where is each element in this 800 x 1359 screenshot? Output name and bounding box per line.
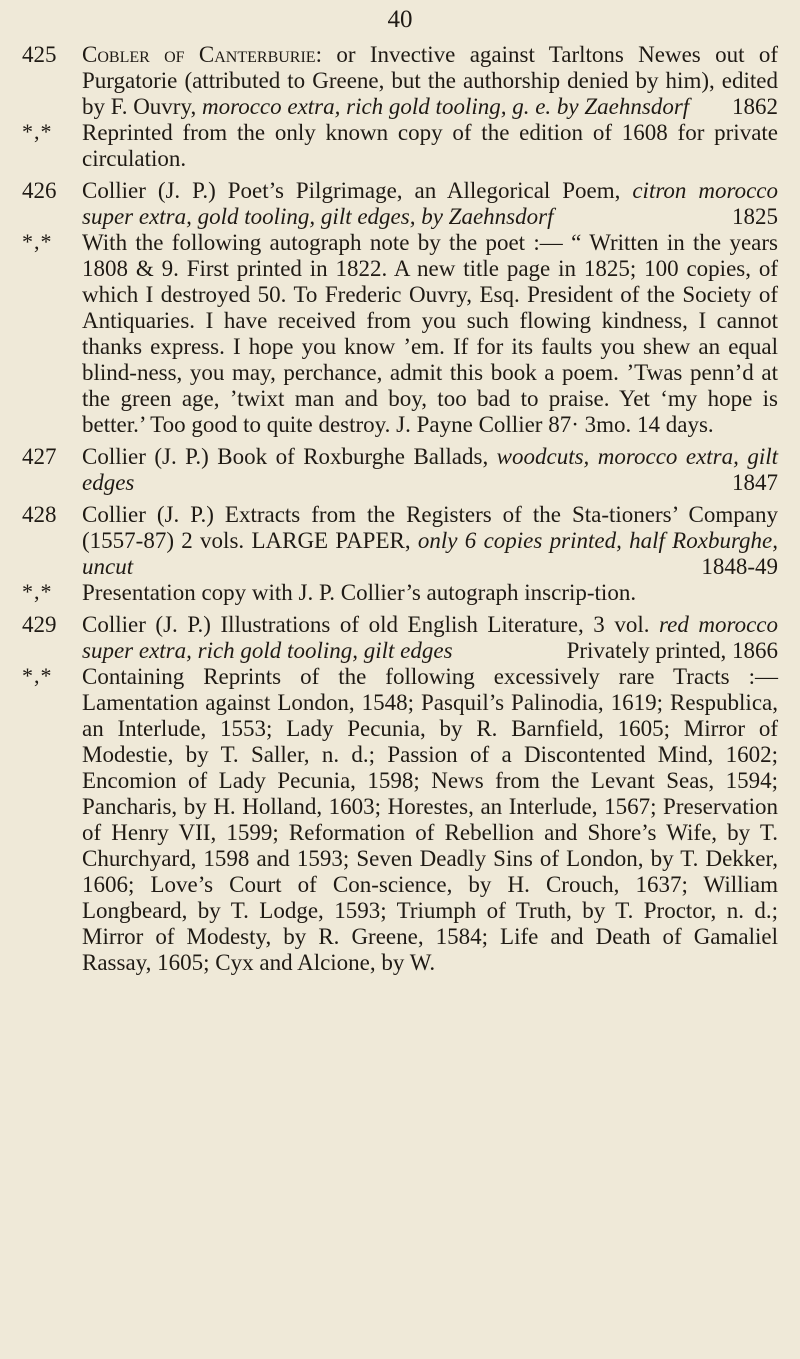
entry-title: Cobler of Canterburie:: [82, 42, 322, 67]
binding-description: morocco extra, rich gold tooling, g. e. by Zaehnsdorf: [201, 94, 690, 119]
entry-note: [22, 664, 778, 976]
note-text: Reprinted from the only known copy of the edition of 1608 for private circulation.: [82, 120, 778, 171]
entry-text: or Invective against Tarltons Newes out of Purgatorie (attributed to Greene, but the authorship denied by him), edited by F. Ouvry,: [82, 42, 778, 119]
binding-description: red morocco super extra, rich gold tooling, gilt edges: [82, 612, 778, 663]
page-number: 40: [387, 6, 413, 33]
publication-date: 1848-49: [701, 554, 778, 579]
entry-note: [22, 120, 778, 172]
publication-date: 1862: [732, 94, 778, 119]
catalogue-entry: [22, 612, 778, 976]
catalogue-entry: [22, 444, 778, 496]
note-text: Presentation copy with J. P. Collier’s autograph inscrip-tion.: [82, 580, 637, 605]
asterism-mark: *,*: [22, 579, 53, 604]
catalogue-entry: [22, 42, 778, 172]
entry-description: [22, 42, 778, 120]
entry-note: [22, 580, 778, 606]
lot-number: 428: [22, 502, 57, 527]
asterism-mark: *,*: [22, 119, 53, 144]
entry-text: Collier (J. P.) Illustrations of old English Literature, 3 vol.: [82, 612, 660, 637]
catalogue-entry: [22, 502, 778, 606]
entry-note: [22, 230, 778, 438]
lot-number: 426: [22, 178, 57, 203]
publication-date: 1847: [732, 470, 778, 495]
entry-description: [22, 502, 778, 580]
note-text: With the following autograph note by the poet :— “ Written in the years 1808 & 9. First printed in 1822. A new title page in 1825; 100 copies, of which I destroyed 50. To Frederic Ouvry, Esq. President of the Society of Antiquaries. I have received from you such flowing kindness, I cannot thanks express. I hope you know ’em. If for its faults you shew an equal blind-ness, you may, perchance, admit this book a poem. ’Twas penn’d at the green age, ’twixt man and boy, too bad to praise. Yet ‘my hope is better.’ Too good to quite destroy. J. Payne Collier 87· 3mo. 14 days.: [82, 230, 778, 437]
entry-text: Collier (J. P.) Poet’s Pilgrimage, an Allegorical Poem,: [82, 178, 633, 203]
binding-description: woodcuts, morocco extra, gilt edges: [82, 444, 779, 495]
asterism-mark: *,*: [22, 229, 53, 254]
asterism-mark: *,*: [22, 663, 53, 688]
note-text: Containing Reprints of the following excessively rare Tracts :—Lamentation against London, 1548; Pasquil’s Palinodia, 1619; Respublica, an Interlude, 1553; Lady Pecunia, by R. Barnfield, 1605; Mirror of Modestie, by T. Saller, n. d.; Passion of a Discontented Mind, 1602; Encomion of Lady Pecunia, 1598; News from the Levant Seas, 1594; Pancharis, by H. Holland, 1603; Horestes, an Interlude, 1567; Preservation of Henry VII, 1599; Reformation of Rebellion and Shore’s Wife, by T. Churchyard, 1598 and 1593; Seven Deadly Sins of London, by T. Dekker, 1606; Love’s Court of Con-science, by H. Crouch, 1637; William Longbeard, by T. Lodge, 1593; Triumph of Truth, by T. Proctor, n. d.; Mirror of Modesty, by R. Greene, 1584; Life and Death of Gamaliel Rassay, 1605; Cyx and Alcione, by W.: [82, 664, 778, 975]
publication-date: 1825: [732, 204, 778, 229]
entry-description: [22, 178, 778, 230]
lot-number: 429: [22, 612, 57, 637]
binding-description: citron morocco super extra, gold tooling, gilt edges, by Zaehnsdorf: [82, 178, 778, 229]
lot-number: 427: [22, 444, 57, 469]
entry-description: [22, 612, 778, 664]
catalogue-entries: [22, 42, 778, 982]
publication-date: Privately printed, 1866: [566, 638, 778, 663]
binding-description: only 6 copies printed, half Roxburghe, uncut: [82, 528, 778, 579]
catalogue-entry: [22, 178, 778, 438]
lot-number: 425: [22, 42, 57, 67]
entry-description: [22, 444, 778, 496]
entry-text: Collier (J. P.) Extracts from the Registers of the Sta-tioners’ Company (1557-87) 2 vols. LARGE PAPER,: [82, 502, 778, 553]
entry-text: Collier (J. P.) Book of Roxburghe Ballads,: [82, 444, 497, 469]
